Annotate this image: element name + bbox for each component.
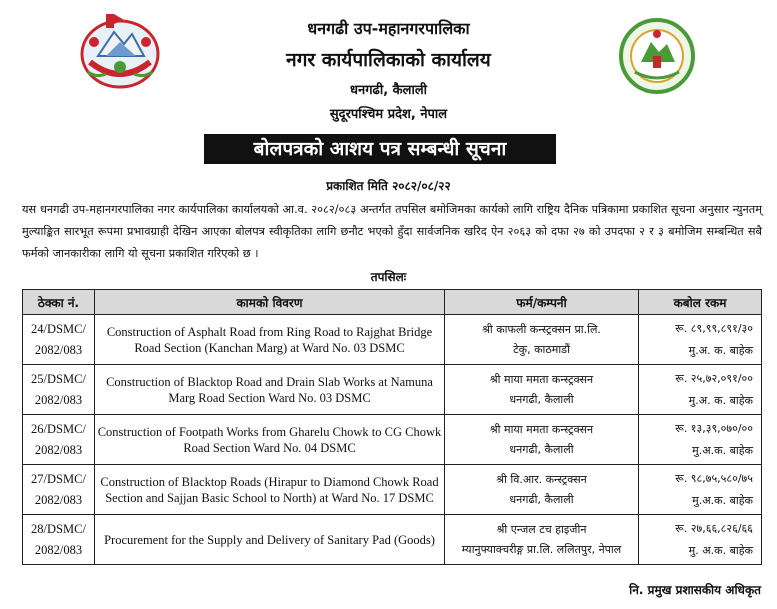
municipality-name: धनगढी उप-महानगरपालिका (307, 19, 470, 38)
firm-cell: श्री माया ममता कन्स्ट्रक्सन धनगढी, कैलाली (445, 415, 639, 465)
amount-cell: रू. ८९,९९,८९१/३० मु.अ. क. बाहेक (639, 315, 762, 365)
table-row (23, 315, 762, 365)
notice-title-banner: बोलपत्रको आशय पत्र सम्बन्धी सूचना (204, 134, 556, 164)
details-heading: तपसिलः (370, 270, 407, 284)
firm-cell: श्री एन्जल टच हाइजीन म्यानुफ्याक्चरीङ्ग प्रा.लि. ललितपुर, नेपाल (445, 515, 639, 565)
contract-no-cell: 28/DSMC/ 2082/083 (23, 515, 95, 565)
description-cell: Construction of Blacktop Road and Drain Slab Works at Namuna Marg Road Section Ward No. 03 DSMC (95, 365, 445, 415)
contract-no-cell: 25/DSMC/ 2082/083 (23, 365, 95, 415)
published-date: प्रकाशित मिति २०८२/०८/२२ (326, 179, 451, 193)
description-cell: Construction of Asphalt Road from Ring Road to Rajghat Bridge Road Section (Kanchan Marg) at Ward No. 03 DSMC (95, 315, 445, 365)
table-header-row (23, 290, 762, 315)
table-row (23, 465, 762, 515)
table-row (23, 415, 762, 465)
province-name: सुदूरपश्चिम प्रदेश, नेपाल (329, 107, 448, 122)
firm-cell: श्री काफली कन्स्ट्रक्सन प्रा.लि. टेकु, काठमाडौं (445, 315, 639, 365)
contract-no-cell: 27/DSMC/ 2082/083 (23, 465, 95, 515)
firm-cell: श्री वि.आर. कन्स्ट्रक्सन धनगढी, कैलाली (445, 465, 639, 515)
office-name: नगर कार्यपालिकाको कार्यालय (286, 49, 491, 71)
amount-cell: रू. १३,३९,०७०/०० मु.अ.क. बाहेक (639, 415, 762, 465)
header-contract-no: ठेक्का नं. (23, 290, 95, 315)
header-work-description: कामको विवरण (95, 290, 445, 315)
header-firm: फर्म/कम्पनी (445, 290, 639, 315)
description-cell: Procurement for the Supply and Delivery of Sanitary Pad (Goods) (95, 515, 445, 565)
description-cell: Construction of Blacktop Roads (Hirapur to Diamond Chowk Road Section and Sajjan Basic School to North) at Ward No. 17 DSMC (95, 465, 445, 515)
description-cell: Construction of Footpath Works from Gharelu Chowk to CG Chowk Road Section Ward No. 04 DSMC (95, 415, 445, 465)
table-row (23, 365, 762, 415)
bid-table (22, 289, 762, 565)
contract-no-cell: 24/DSMC/ 2082/083 (23, 315, 95, 365)
signatory-title: नि. प्रमुख प्रशासकीय अधिकृत (629, 583, 761, 597)
table-row (23, 515, 762, 565)
office-location: धनगढी, कैलाली (349, 83, 428, 98)
contract-no-cell: 26/DSMC/ 2082/083 (23, 415, 95, 465)
header-bid-amount: कबोल रकम (639, 290, 762, 315)
firm-cell: श्री माया ममता कन्स्ट्रक्सन धनगढी, कैलाली (445, 365, 639, 415)
amount-cell: रू. २७,६६,८२६/६६ मु. अ.क. बाहेक (639, 515, 762, 565)
amount-cell: रू. २५,७२,०९१/०० मु.अ. क. बाहेक (639, 365, 762, 415)
amount-cell: रू. ९८,७५,५८०/७५ मु.अ.क. बाहेक (639, 465, 762, 515)
notice-body-text: यस धनगढी उप-महानगरपालिका नगर कार्यपालिका कार्यालयको आ.व. २०८२/०८३ अन्तर्गत तपसिल बमोजिमका कार्यको लागि राष्ट्रिय दैनिक पत्रिकामा प्रकाशित सूचना अनुसार न्युनतम् मुल्याङ्कित सारभूत रूपमा प्रभावग्राही देखिन आएका बोलपत्र स्वीकृतिका लागि छनौट भएको हुँदा सार्वजनिक खरिद ऐन २०६३ को दफा २७ को उपदफा २ र ३ बमोजिम सम्बन्धित सबै फर्मको जानकारीका लागि यो सूचना प्रकाशित गरिएको छ । (22, 203, 762, 260)
